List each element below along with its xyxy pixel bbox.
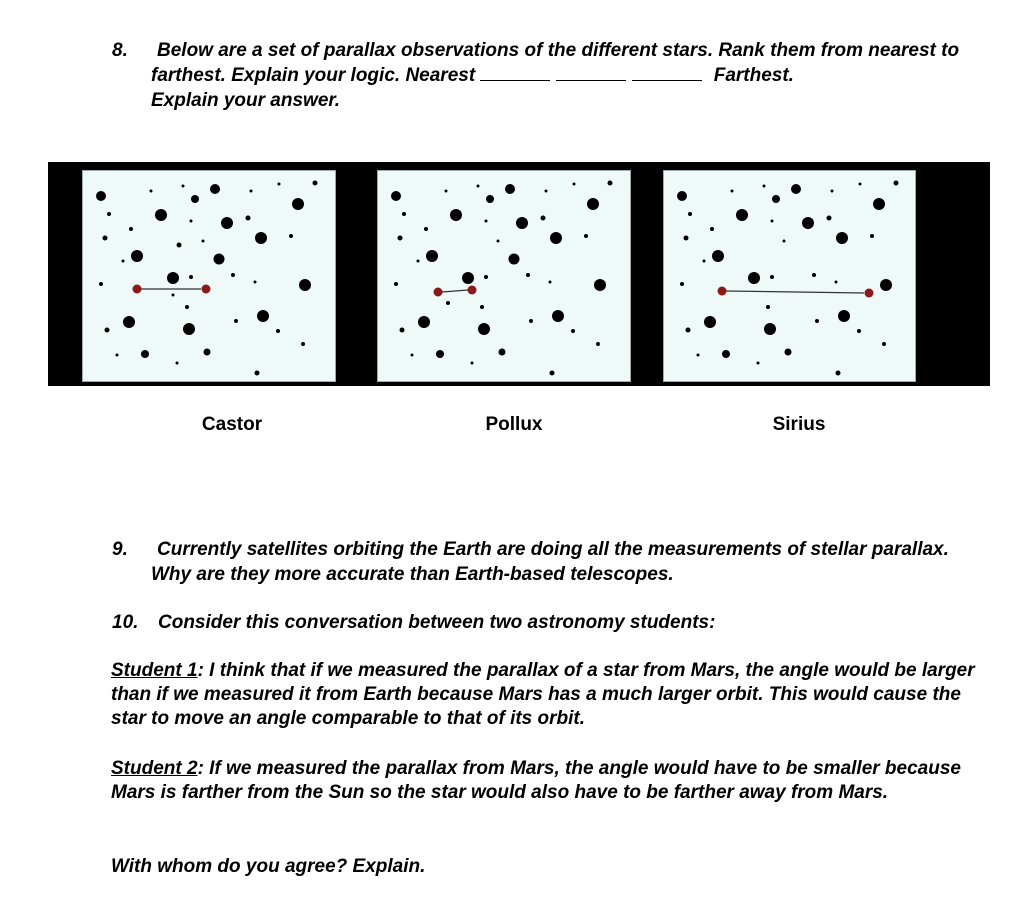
parallax-star-end: [865, 289, 874, 298]
starfield-pollux: [378, 171, 630, 381]
parallax-star-start: [133, 285, 142, 294]
panel-pollux: [377, 170, 631, 382]
parallax-star-end: [202, 285, 211, 294]
panel-castor: [82, 170, 336, 382]
parallax-figure: [48, 162, 990, 386]
question-text: Currently satellites orbiting the Earth are doing all the measurements of stellar parallax. Why are they more accurate than Earth-based telescopes.: [151, 539, 949, 585]
student-1-statement: [111, 659, 991, 731]
question-text: Below are a set of parallax observations of the different stars. Rank them from nearest to farthest. Explain your logic. Nearest: [151, 40, 960, 86]
student-1-label: Student 1: [111, 660, 198, 681]
question-10: [112, 610, 992, 635]
question-text: Consider this conversation between two astronomy students:: [158, 612, 716, 633]
parallax-star-end: [468, 286, 477, 295]
student-2-text: : If we measured the parallax from Mars, the angle would have to be smaller because Mars is farther from the Sun so the star would also have to be farther away from Mars.: [111, 758, 961, 803]
student-2-label: Student 2: [111, 758, 198, 779]
caption-sirius: Sirius: [772, 414, 826, 435]
student-2-statement: [111, 757, 991, 805]
answer-blank-3[interactable]: [632, 64, 702, 81]
student-1-text: : I think that if we measured the parallax of a star from Mars, the angle would be larger than if we measured it from Earth because Mars has a much larger orbit. This would cause the star to move an angle comparable to that of its orbit.: [111, 660, 975, 729]
caption-castor: Castor: [201, 414, 263, 435]
question-8: [112, 38, 972, 113]
farthest-label: Farthest.: [713, 65, 794, 86]
closing-question: With whom do you agree? Explain.: [111, 856, 426, 877]
answer-blank-2[interactable]: [556, 64, 626, 81]
answer-blank-1[interactable]: [480, 64, 550, 81]
starfield-castor: [83, 171, 335, 381]
question-number: 9.: [112, 539, 128, 560]
question-number: 8.: [112, 40, 128, 61]
parallax-star-start: [718, 287, 727, 296]
starfield-sirius: [664, 171, 915, 381]
explain-text: Explain your answer.: [151, 90, 341, 111]
question-number: 10.: [112, 612, 139, 633]
parallax-star-start: [434, 288, 443, 297]
panel-sirius: [663, 170, 916, 382]
question-9: [112, 537, 992, 587]
caption-pollux: Pollux: [485, 414, 543, 435]
